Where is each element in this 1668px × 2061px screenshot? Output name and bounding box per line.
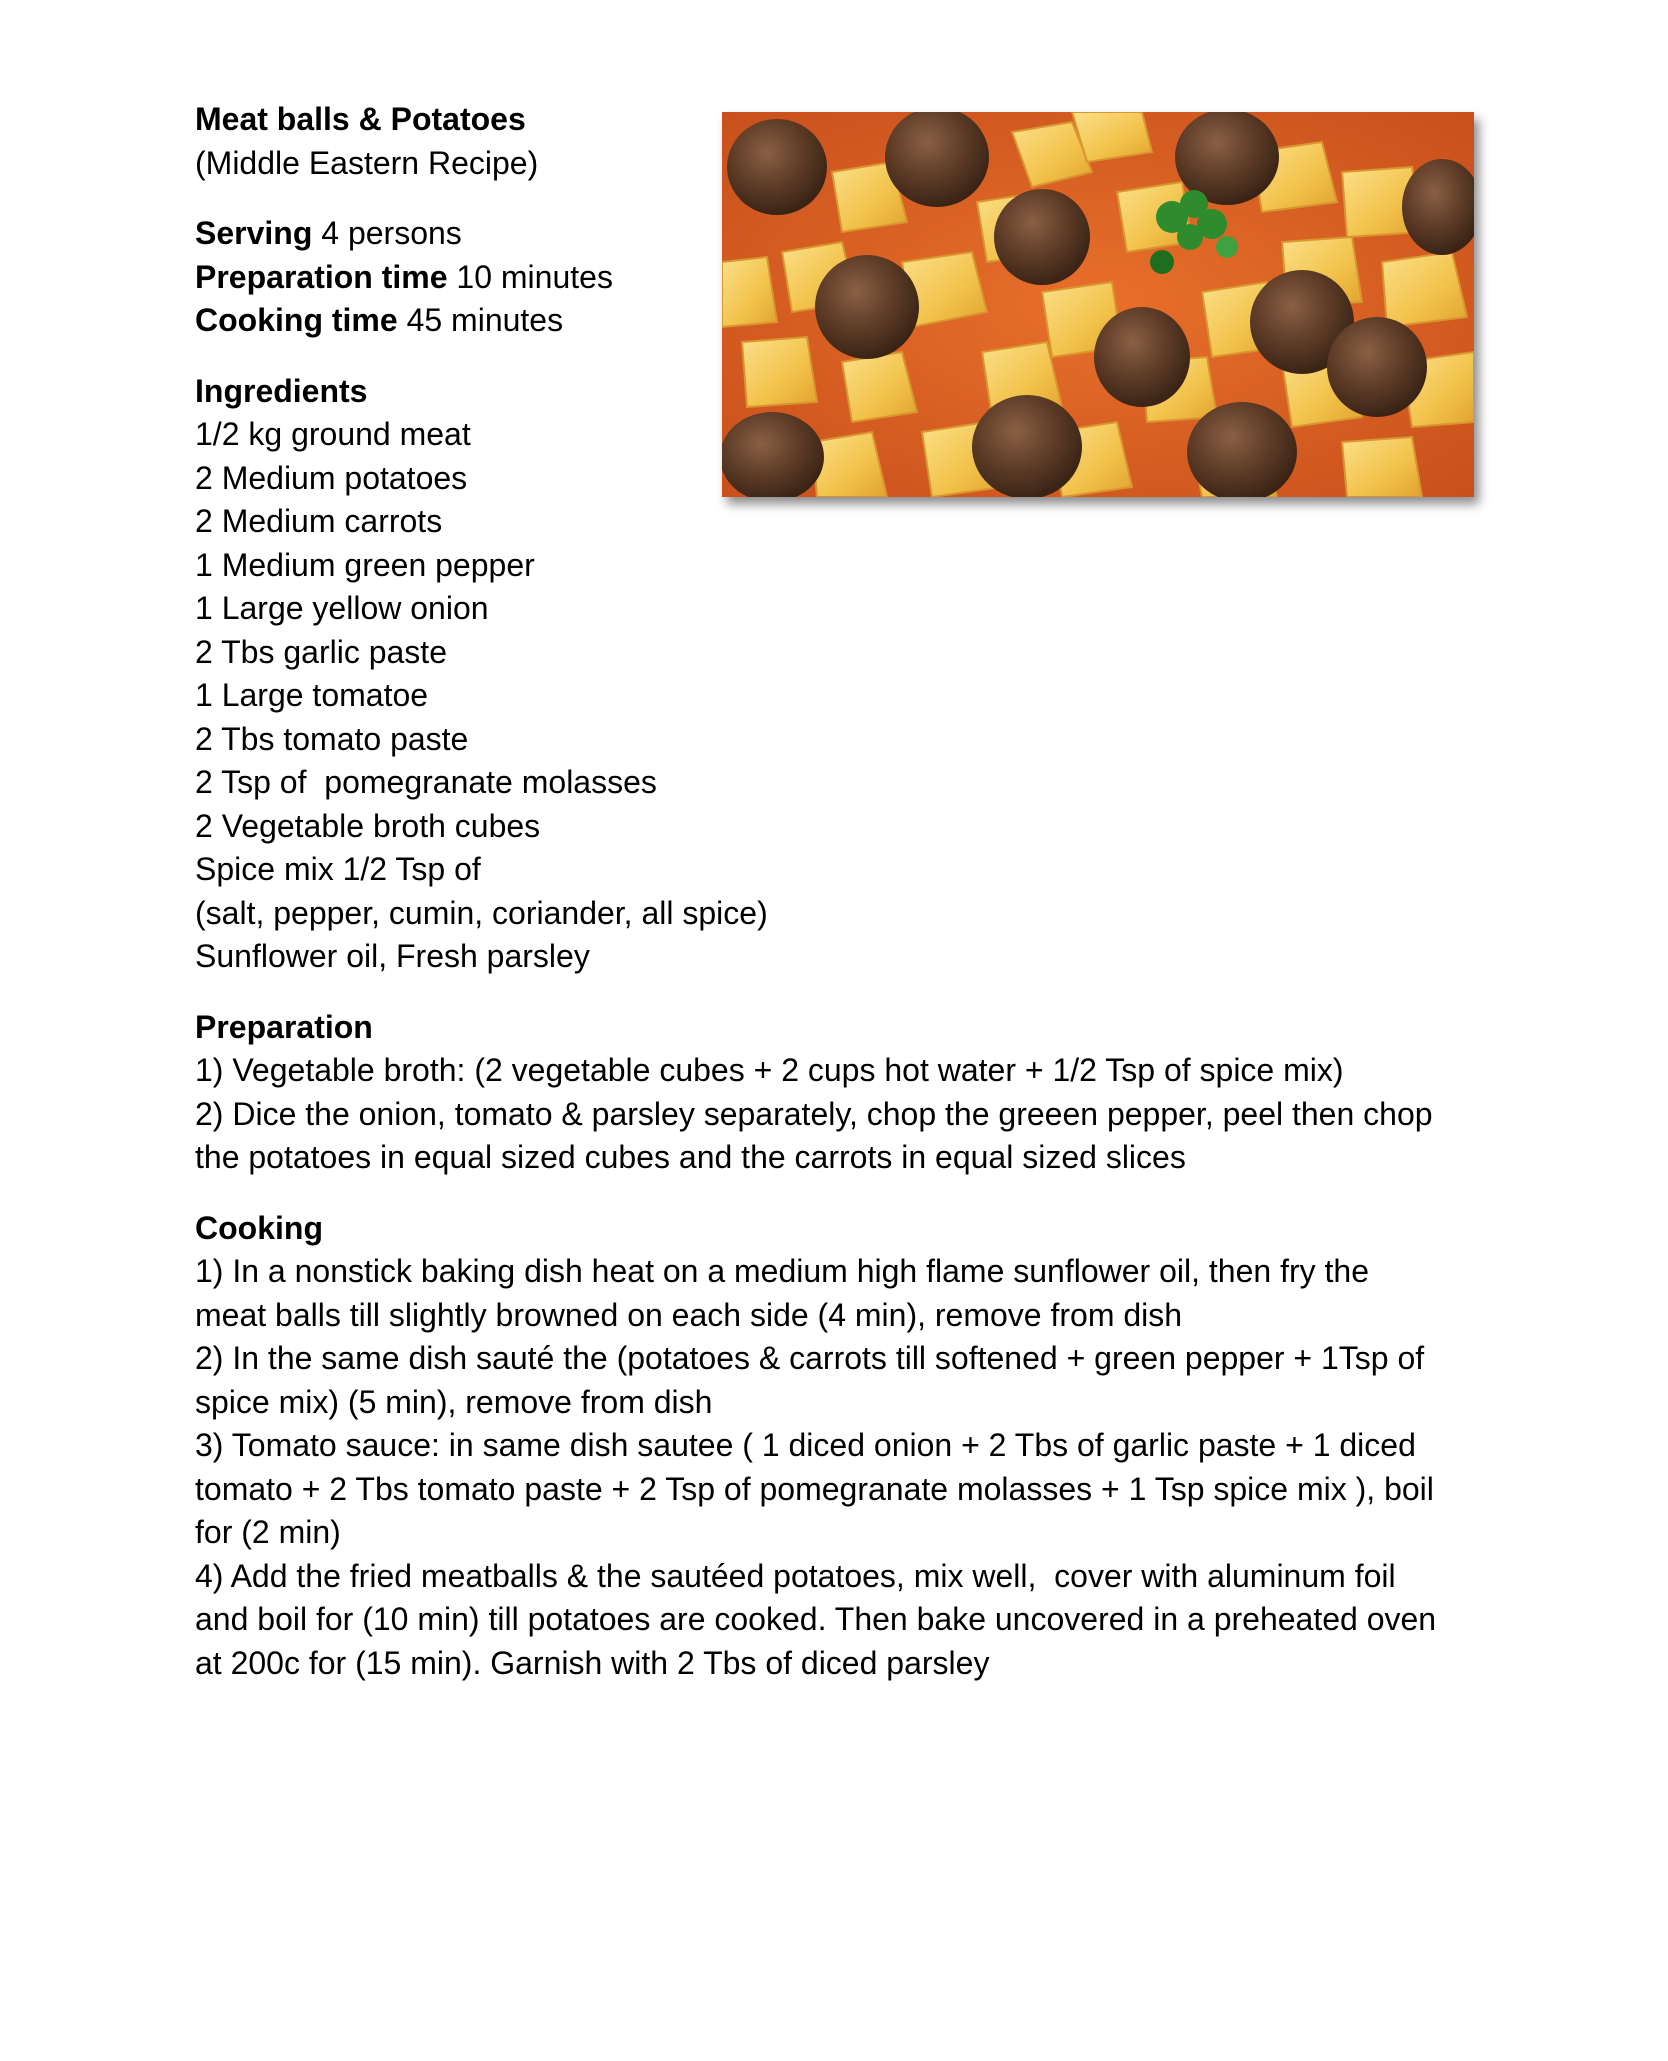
cooking-line: and boil for (10 min) till potatoes are cooked. Then bake uncovered in a preheated oven — [195, 1601, 1437, 1637]
cooking-line: 4) Add the fried meatballs & the sautéed potatoes, mix well, cover with aluminum foil — [195, 1557, 1396, 1594]
cook-time-row — [195, 299, 1475, 343]
preparation-steps — [195, 1049, 1475, 1180]
cooking-line: 3) Tomato sauce: in same dish sautee ( 1 diced onion + 2 Tbs of garlic paste + 1 diced — [195, 1427, 1416, 1463]
cooking-line: spice mix) (5 min), remove from dish — [195, 1383, 713, 1420]
ingredient-item: 2 Medium carrots — [195, 503, 443, 539]
ingredient-item: 1/2 kg ground meat — [195, 416, 471, 452]
prep-time-label: Preparation time — [195, 258, 448, 295]
ingredient-item: 2 Tsp of pomegranate molasses — [195, 764, 657, 800]
cooking-line: 2) In the same dish sauté the (potatoes & carrots till softened + green pepper + 1Tsp of — [195, 1340, 1425, 1376]
serving-label: Serving — [195, 215, 313, 251]
ingredient-item: 2 Vegetable broth cubes — [195, 807, 541, 844]
preparation-heading: Preparation — [195, 1008, 373, 1045]
ingredient-item: 2 Medium potatoes — [195, 459, 468, 496]
cook-time-label: Cooking time — [195, 302, 398, 338]
recipe-title: Meat balls & Potatoes — [195, 101, 526, 137]
serving-row — [195, 212, 1475, 256]
cooking-line: tomato + 2 Tbs tomato paste + 2 Tsp of pomegranate molasses + 1 Tsp spice mix ), boil — [195, 1470, 1434, 1507]
ingredient-item: 1 Medium green pepper — [195, 546, 535, 583]
preparation-line: 1) Vegetable broth: (2 vegetable cubes + 2 cups hot water + 1/2 Tsp of spice mix) — [195, 1052, 1344, 1088]
ingredient-item: 2 Tbs garlic paste — [195, 633, 447, 670]
cooking-steps — [195, 1250, 1475, 1685]
cooking-line: at 200c for (15 min). Garnish with 2 Tbs of diced parsley — [195, 1644, 990, 1681]
prep-time-value: 10 minutes — [447, 258, 613, 295]
ingredient-item: (salt, pepper, cumin, coriander, all spice) — [195, 894, 768, 931]
ingredient-item: 1 Large tomatoe — [195, 677, 429, 713]
preparation-line: the potatoes in equal sized cubes and the carrots in equal sized slices — [195, 1139, 1186, 1175]
cook-time-value: 45 minutes — [397, 302, 564, 338]
cooking-line: meat balls till slightly browned on each side (4 min), remove from dish — [195, 1296, 1183, 1333]
cooking-heading: Cooking — [195, 1209, 323, 1246]
prep-time-row — [195, 256, 1475, 300]
ingredients-list — [195, 413, 1475, 979]
ingredient-item: 2 Tbs tomato paste — [195, 720, 469, 757]
ingredient-item: Spice mix 1/2 Tsp of — [195, 851, 481, 887]
recipe-text — [195, 98, 1475, 1685]
serving-value: 4 persons — [312, 215, 462, 251]
ingredient-item: Sunflower oil, Fresh parsley — [195, 938, 590, 974]
cooking-line: for (2 min) — [195, 1514, 341, 1550]
recipe-subtitle: (Middle Eastern Recipe) — [195, 144, 539, 181]
ingredients-heading: Ingredients — [195, 372, 368, 409]
preparation-line: 2) Dice the onion, tomato & parsley separately, chop the greeen pepper, peel then chop — [195, 1095, 1433, 1132]
ingredient-item: 1 Large yellow onion — [195, 590, 489, 626]
cooking-line: 1) In a nonstick baking dish heat on a medium high flame sunflower oil, then fry the — [195, 1253, 1369, 1289]
